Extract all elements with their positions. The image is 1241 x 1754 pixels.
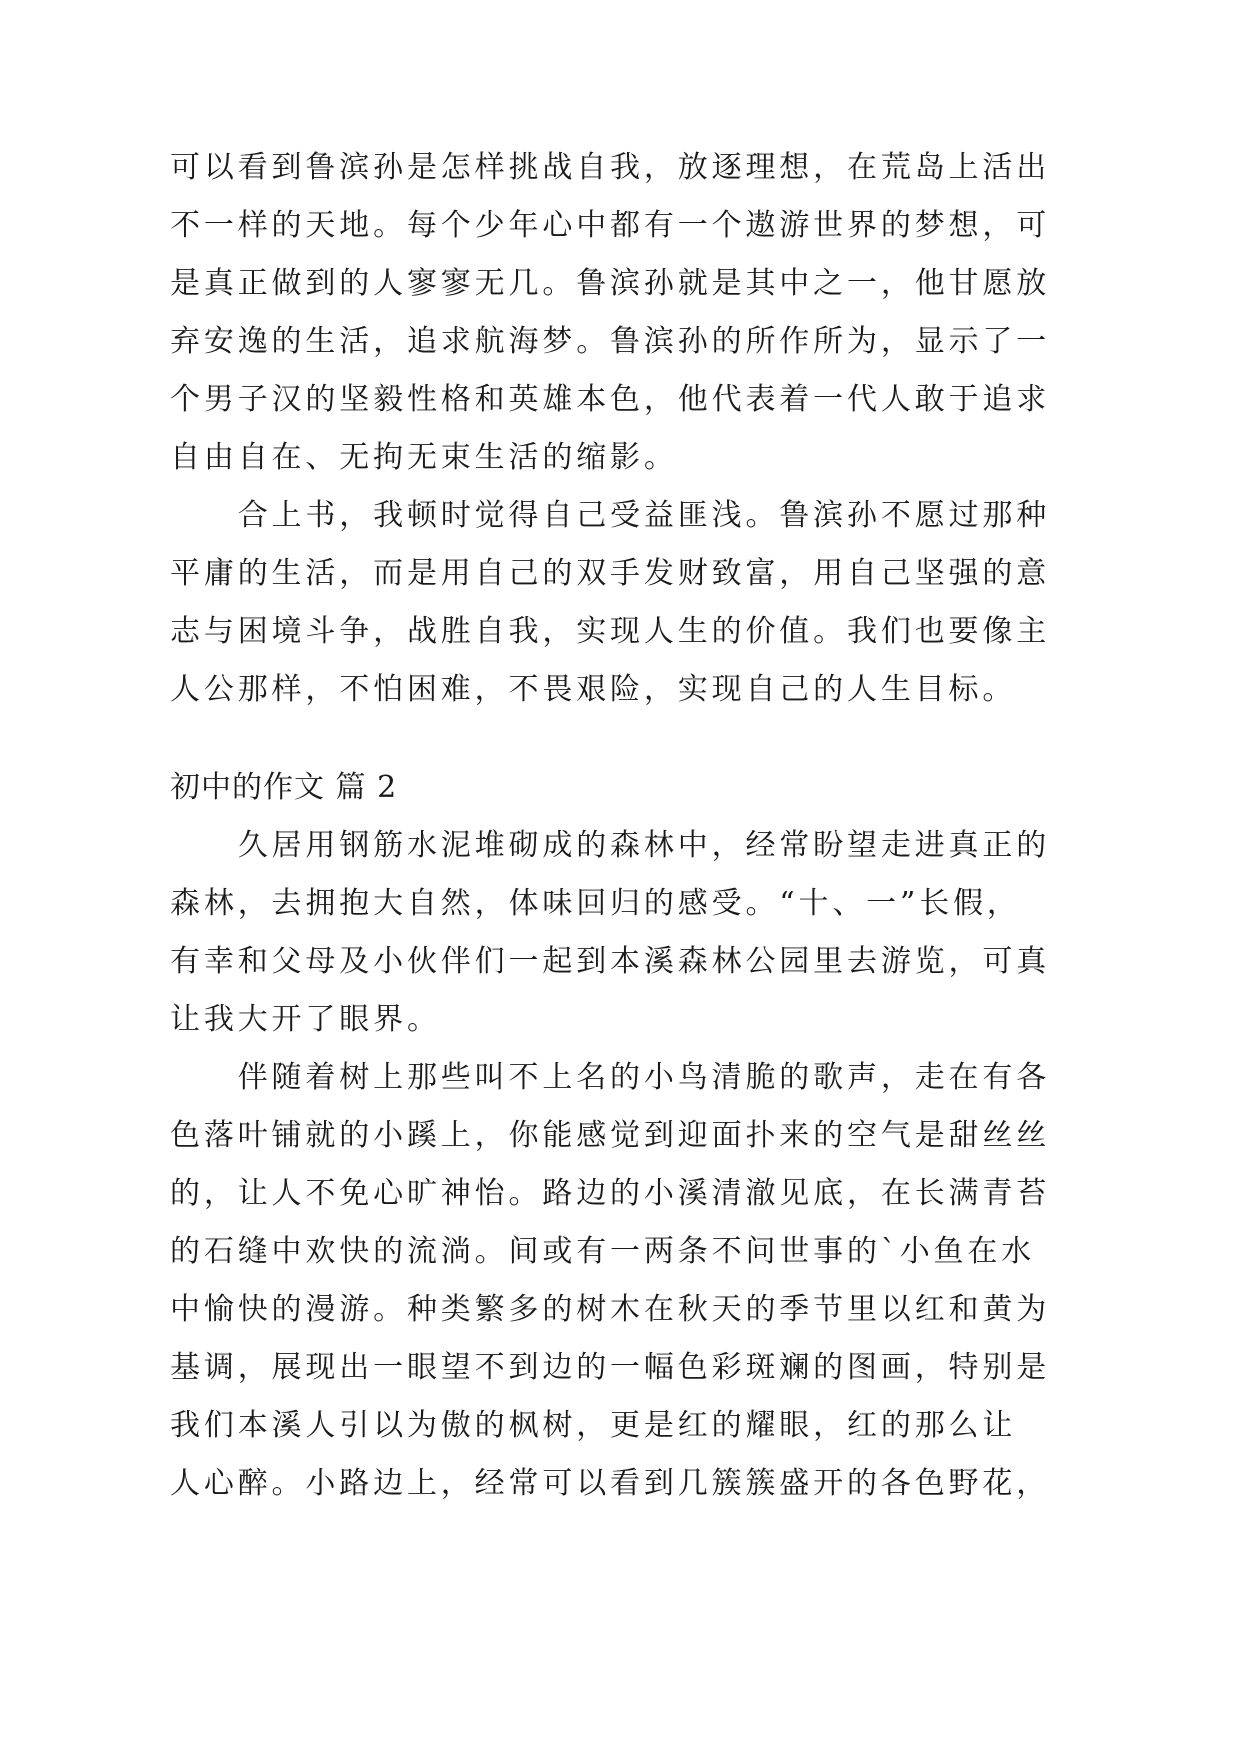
text-line: 人公那样，不怕困难，不畏艰险，实现自己的人生目标。 — [170, 672, 1017, 707]
text-line: 人心醉。小路边上，经常可以看到几簇簇盛开的各色野花， — [170, 1466, 1051, 1501]
text-line: 的石缝中欢快的流淌。间或有一两条不问世事的`小鱼在水 — [170, 1234, 1036, 1269]
text-line: 我们本溪人引以为傲的枫树，更是红的耀眼，红的那么让 — [170, 1408, 1017, 1443]
text-line: 久居用钢筋水泥堆砌成的森林中，经常盼望走进真正的 — [170, 828, 1051, 863]
text-line: 让我大开了眼界。 — [170, 1002, 441, 1037]
text-line: 不一样的天地。每个少年心中都有一个遨游世界的梦想，可 — [170, 208, 1051, 243]
section-heading: 初中的作文 篇 2 — [170, 770, 398, 805]
text-line: 森林，去拥抱大自然，体味回归的感受。“十、一”长假， — [170, 886, 1021, 921]
text-line: 的，让人不免心旷神怡。路边的小溪清澈见底，在长满青苔 — [170, 1176, 1051, 1211]
text-line: 有幸和父母及小伙伴们一起到本溪森林公园里去游览，可真 — [170, 944, 1051, 979]
text-line: 平庸的生活，而是用自己的双手发财致富，用自己坚强的意 — [170, 556, 1051, 591]
text-line: 弃安逸的生活，追求航海梦。鲁滨孙的所作所为，显示了一 — [170, 324, 1051, 359]
text-line: 自由自在、无拘无束生活的缩影。 — [170, 440, 678, 475]
text-line: 伴随着树上那些叫不上名的小鸟清脆的歌声，走在有各 — [170, 1060, 1051, 1095]
text-line: 色落叶铺就的小蹊上，你能感觉到迎面扑来的空气是甜丝丝 — [170, 1118, 1051, 1153]
text-line: 个男子汉的坚毅性格和英雄本色，他代表着一代人敢于追求 — [170, 382, 1051, 417]
text-line: 是真正做到的人寥寥无几。鲁滨孙就是其中之一，他甘愿放 — [170, 266, 1051, 301]
text-line: 合上书，我顿时觉得自己受益匪浅。鲁滨孙不愿过那种 — [170, 498, 1051, 533]
text-line: 可以看到鲁滨孙是怎样挑战自我，放逐理想，在荒岛上活出 — [170, 150, 1051, 185]
text-line: 基调，展现出一眼望不到边的一幅色彩斑斓的图画，特别是 — [170, 1350, 1051, 1385]
text-line: 中愉快的漫游。种类繁多的树木在秋天的季节里以红和黄为 — [170, 1292, 1051, 1327]
text-line: 志与困境斗争，战胜自我，实现人生的价值。我们也要像主 — [170, 614, 1051, 649]
